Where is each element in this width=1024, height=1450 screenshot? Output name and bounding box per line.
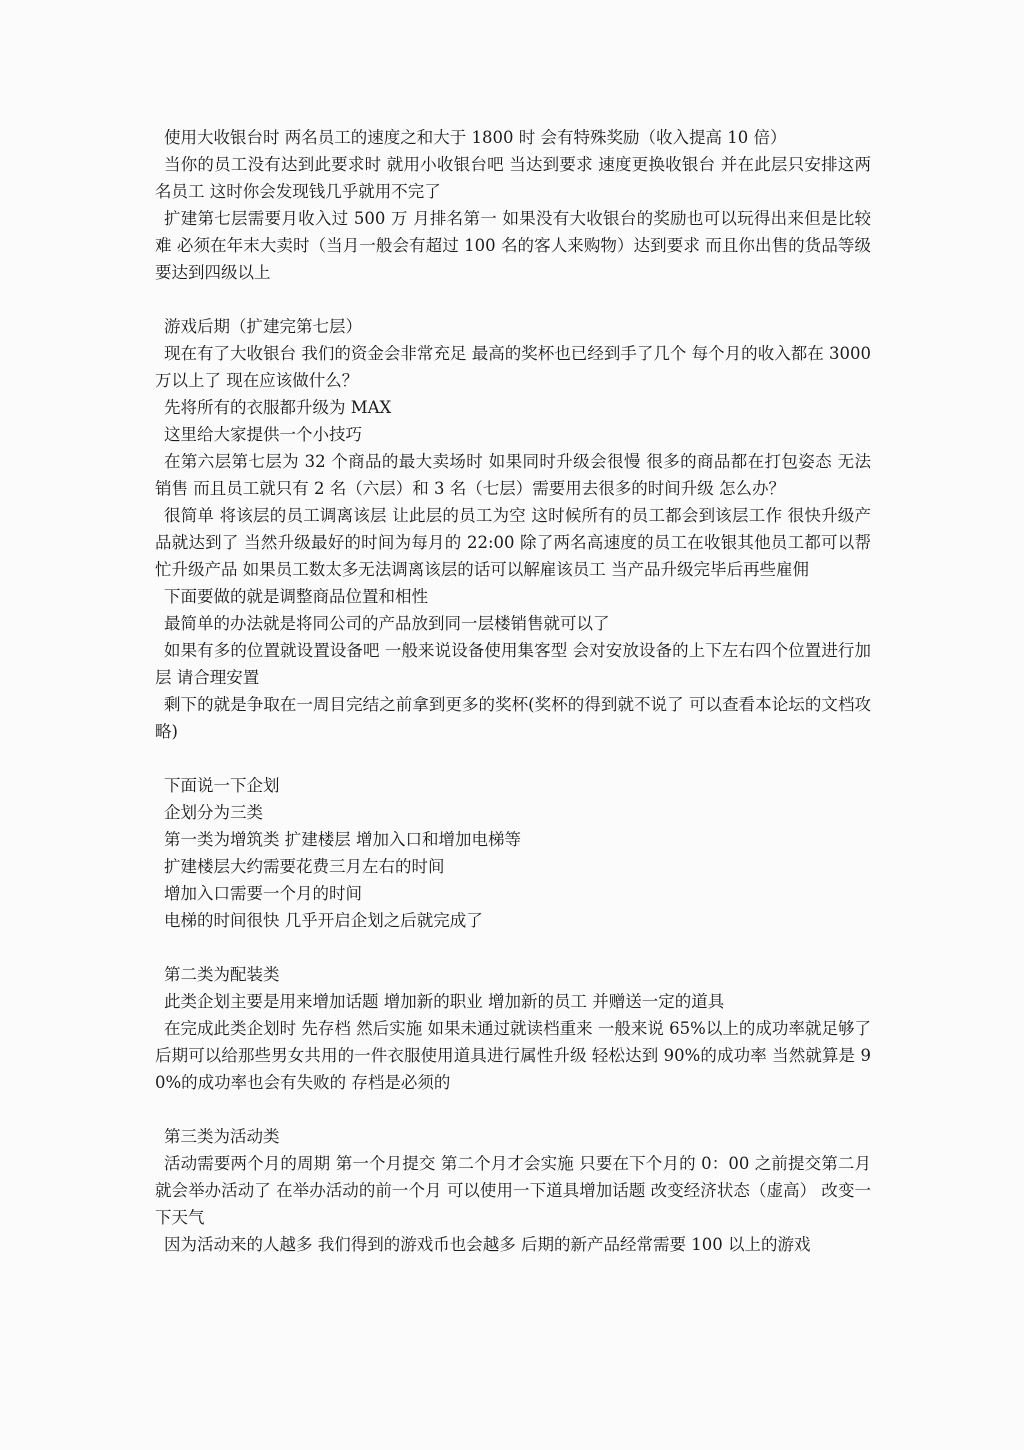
paragraph-27: 活动需要两个月的周期 第一个月提交 第二个月才会实施 只要在下个月的 0：00 之前提交第二月就会举办活动了 在举办活动的前一个月 可以使用一下道具增加话题 改变经济状态（虚高） 改变一下天气 bbox=[155, 1154, 871, 1227]
paragraph-12: 如果有多的位置就设置设备吧 一般来说设备使用集客型 会对安放设备的上下左右四个位置进行加层 请合理安置 bbox=[155, 641, 871, 687]
paragraph-6: 先将所有的衣服都升级为 MAX bbox=[164, 398, 392, 417]
paragraph-16: 企划分为三类 bbox=[164, 803, 263, 822]
blank-line bbox=[155, 286, 871, 313]
paragraph-17: 第一类为增筑类 扩建楼层 增加入口和增加电梯等 bbox=[164, 830, 521, 849]
paragraph-2: 当你的员工没有达到此要求时 就用小收银台吧 当达到要求 速度更换收银台 并在此层只安排这两名员工 这时你会发现钱几乎就用不完了 bbox=[155, 155, 871, 201]
paragraph-11: 最简单的办法就是将同公司的产品放到同一层楼销售就可以了 bbox=[164, 614, 610, 633]
paragraph-5: 现在有了大收银台 我们的资金会非常充足 最高的奖杯也已经到手了几个 每个月的收入都在 3000 万以上了 现在应该做什么？ bbox=[155, 344, 871, 390]
section-heading-late-game: 游戏后期（扩建完第七层） bbox=[164, 317, 362, 336]
paragraph-9: 很简单 将该层的员工调离该层 让此层的员工为空 这时候所有的员工都会到该层工作 很快升级产品就达到了 当然升级最好的时间为每月的 22:00 除了两名高速度的员工在收银其他员工都可以帮忙升级产品 如果员工数太多无法调离该层的话可以解雇该员工 当产品升级完毕后再些雇佣 bbox=[155, 506, 871, 579]
section-heading-events: 第三类为活动类 bbox=[164, 1127, 280, 1146]
paragraph-28: 因为活动来的人越多 我们得到的游戏币也会越多 后期的新产品经常需要 100 以上的游戏 bbox=[164, 1235, 811, 1254]
paragraph-20: 电梯的时间很快 几乎开启企划之后就完成了 bbox=[164, 911, 483, 930]
paragraph-1: 使用大收银台时 两名员工的速度之和大于 1800 时 会有特殊奖励（收入提高 10 倍） bbox=[164, 128, 787, 147]
paragraph-23: 此类企划主要是用来增加话题 增加新的职业 增加新的员工 并赠送一定的道具 bbox=[164, 992, 725, 1011]
blank-line bbox=[155, 1096, 871, 1123]
paragraph-24: 在完成此类企划时 先存档 然后实施 如果未通过就读档重来 一般来说 65%以上的成功率就足够了 后期可以给那些男女共用的一件衣服使用道具进行属性升级 轻松达到 90%的成功率 当然就算是 90%的成功率也会有失败的 存档是必须的 bbox=[155, 1019, 871, 1092]
paragraph-19: 增加入口需要一个月的时间 bbox=[164, 884, 362, 903]
paragraph-8: 在第六层第七层为 32 个商品的最大卖场时 如果同时升级会很慢 很多的商品都在打包姿态 无法销售 而且员工就只有 2 名（六层）和 3 名（七层）需要用去很多的时间升级 怎么办？ bbox=[155, 452, 871, 498]
blank-line bbox=[155, 934, 871, 961]
paragraph-18: 扩建楼层大约需要花费三月左右的时间 bbox=[164, 857, 445, 876]
paragraph-10: 下面要做的就是调整商品位置和相性 bbox=[164, 587, 428, 606]
paragraph-3: 扩建第七层需要月收入过 500 万 月排名第一 如果没有大收银台的奖励也可以玩得出来但是比较难 必须在年末大卖时（当月一般会有超过 100 名的客人来购物）达到要求 而且你出售的货品等级要达到四级以上 bbox=[155, 209, 871, 282]
document-page bbox=[155, 124, 871, 1258]
section-heading-equipment: 第二类为配装类 bbox=[164, 965, 280, 984]
paragraph-7: 这里给大家提供一个小技巧 bbox=[164, 425, 362, 444]
section-heading-planning: 下面说一下企划 bbox=[164, 776, 280, 795]
blank-line bbox=[155, 745, 871, 772]
paragraph-13: 剩下的就是争取在一周目完结之前拿到更多的奖杯(奖杯的得到就不说了 可以查看本论坛的文档攻略) bbox=[155, 695, 871, 741]
